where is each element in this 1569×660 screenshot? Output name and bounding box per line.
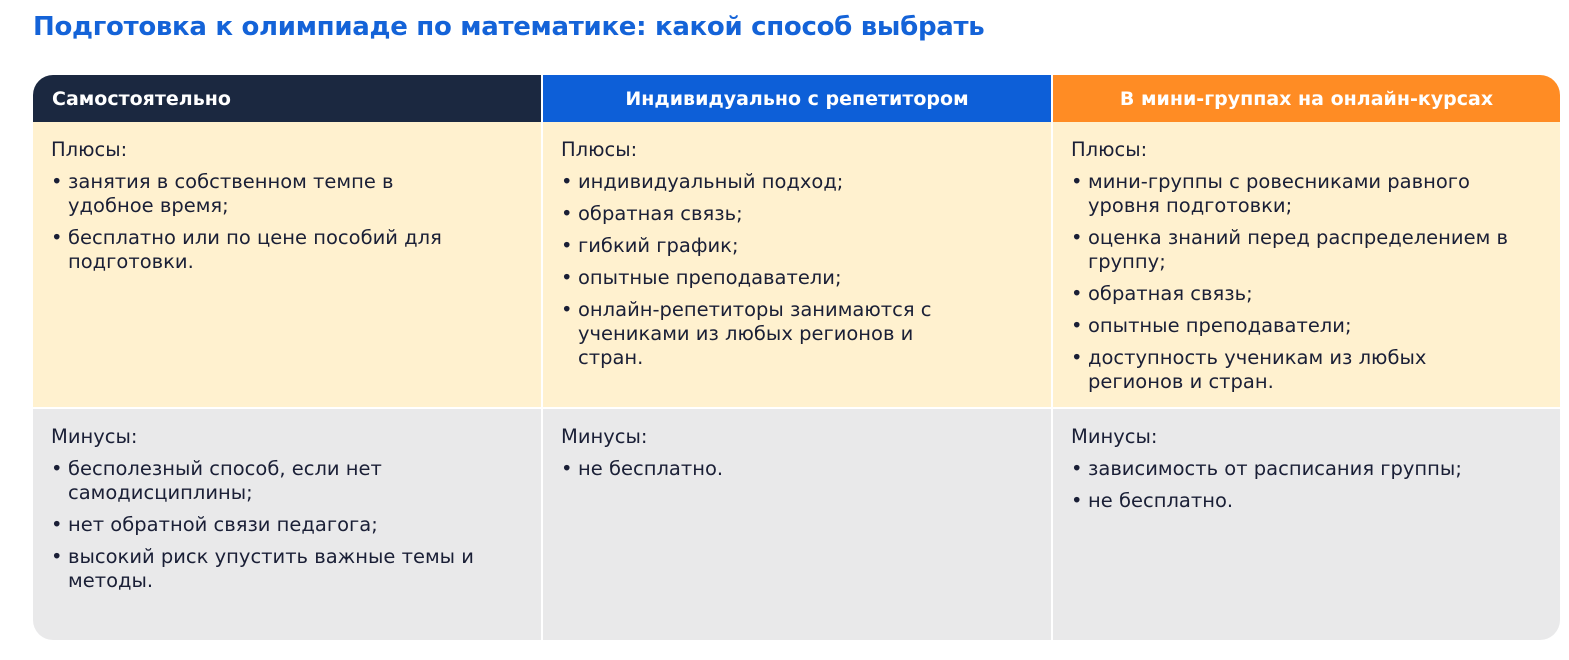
- list-item: • не бесплатно.: [1071, 489, 1542, 513]
- pros-list: [1071, 170, 1542, 394]
- list-item: • мини-группы с ровесниками равного уровня подготовки;: [1071, 170, 1518, 218]
- column-header-online-groups: В мини-группах на онлайн-курсах: [1051, 75, 1560, 122]
- cons-label: Минусы:: [1071, 425, 1158, 448]
- comparison-table: [33, 75, 1560, 640]
- list-item: • доступность ученикам из любых регионов и стран.: [1071, 346, 1488, 394]
- list-item: • онлайн-репетиторы занимаются с учениками из любых регионов и стран.: [561, 298, 963, 370]
- list-item: • обратная связь;: [1071, 282, 1542, 306]
- cons-list: [561, 457, 1033, 481]
- pros-label: Плюсы:: [1071, 138, 1148, 161]
- list-item: • гибкий график;: [561, 234, 1033, 258]
- pros-list: [561, 170, 1033, 370]
- cons-label: Минусы:: [561, 425, 648, 448]
- list-item: • индивидуальный подход;: [561, 170, 1033, 194]
- cons-cell-tutor: [541, 409, 1051, 640]
- list-item: • нет обратной связи педагога;: [51, 513, 523, 537]
- list-item: • занятия в собственном темпе в удобное время;: [51, 170, 413, 218]
- list-item: • обратная связь;: [561, 202, 1033, 226]
- pros-label: Плюсы:: [51, 138, 128, 161]
- list-item: • бесполезный способ, если нет самодисциплины;: [51, 457, 433, 505]
- cons-list: [51, 457, 523, 593]
- list-item: • опытные преподаватели;: [1071, 314, 1542, 338]
- list-item: • не бесплатно.: [561, 457, 1033, 481]
- pros-cell-tutor: [541, 122, 1051, 409]
- list-item: • зависимость от расписания группы;: [1071, 457, 1542, 481]
- cons-list: [1071, 457, 1542, 513]
- column-header-self-study: Самостоятельно: [33, 75, 541, 122]
- pros-list: [51, 170, 523, 274]
- cons-cell-online-groups: [1051, 409, 1560, 640]
- cons-cell-self-study: [33, 409, 541, 640]
- pros-label: Плюсы:: [561, 138, 638, 161]
- list-item: • высокий риск упустить важные темы и методы.: [51, 545, 498, 593]
- list-item: • опытные преподаватели;: [561, 266, 1033, 290]
- pros-cell-online-groups: [1051, 122, 1560, 409]
- pros-cell-self-study: [33, 122, 541, 409]
- column-header-tutor: Индивидуально с репетитором: [541, 75, 1051, 122]
- list-item: • оценка знаний перед распределением в группу;: [1071, 226, 1538, 274]
- cons-label: Минусы:: [51, 425, 138, 448]
- list-item: • бесплатно или по цене пособий для подготовки.: [51, 226, 448, 274]
- page-title: Подготовка к олимпиаде по математике: какой способ выбрать: [33, 12, 985, 42]
